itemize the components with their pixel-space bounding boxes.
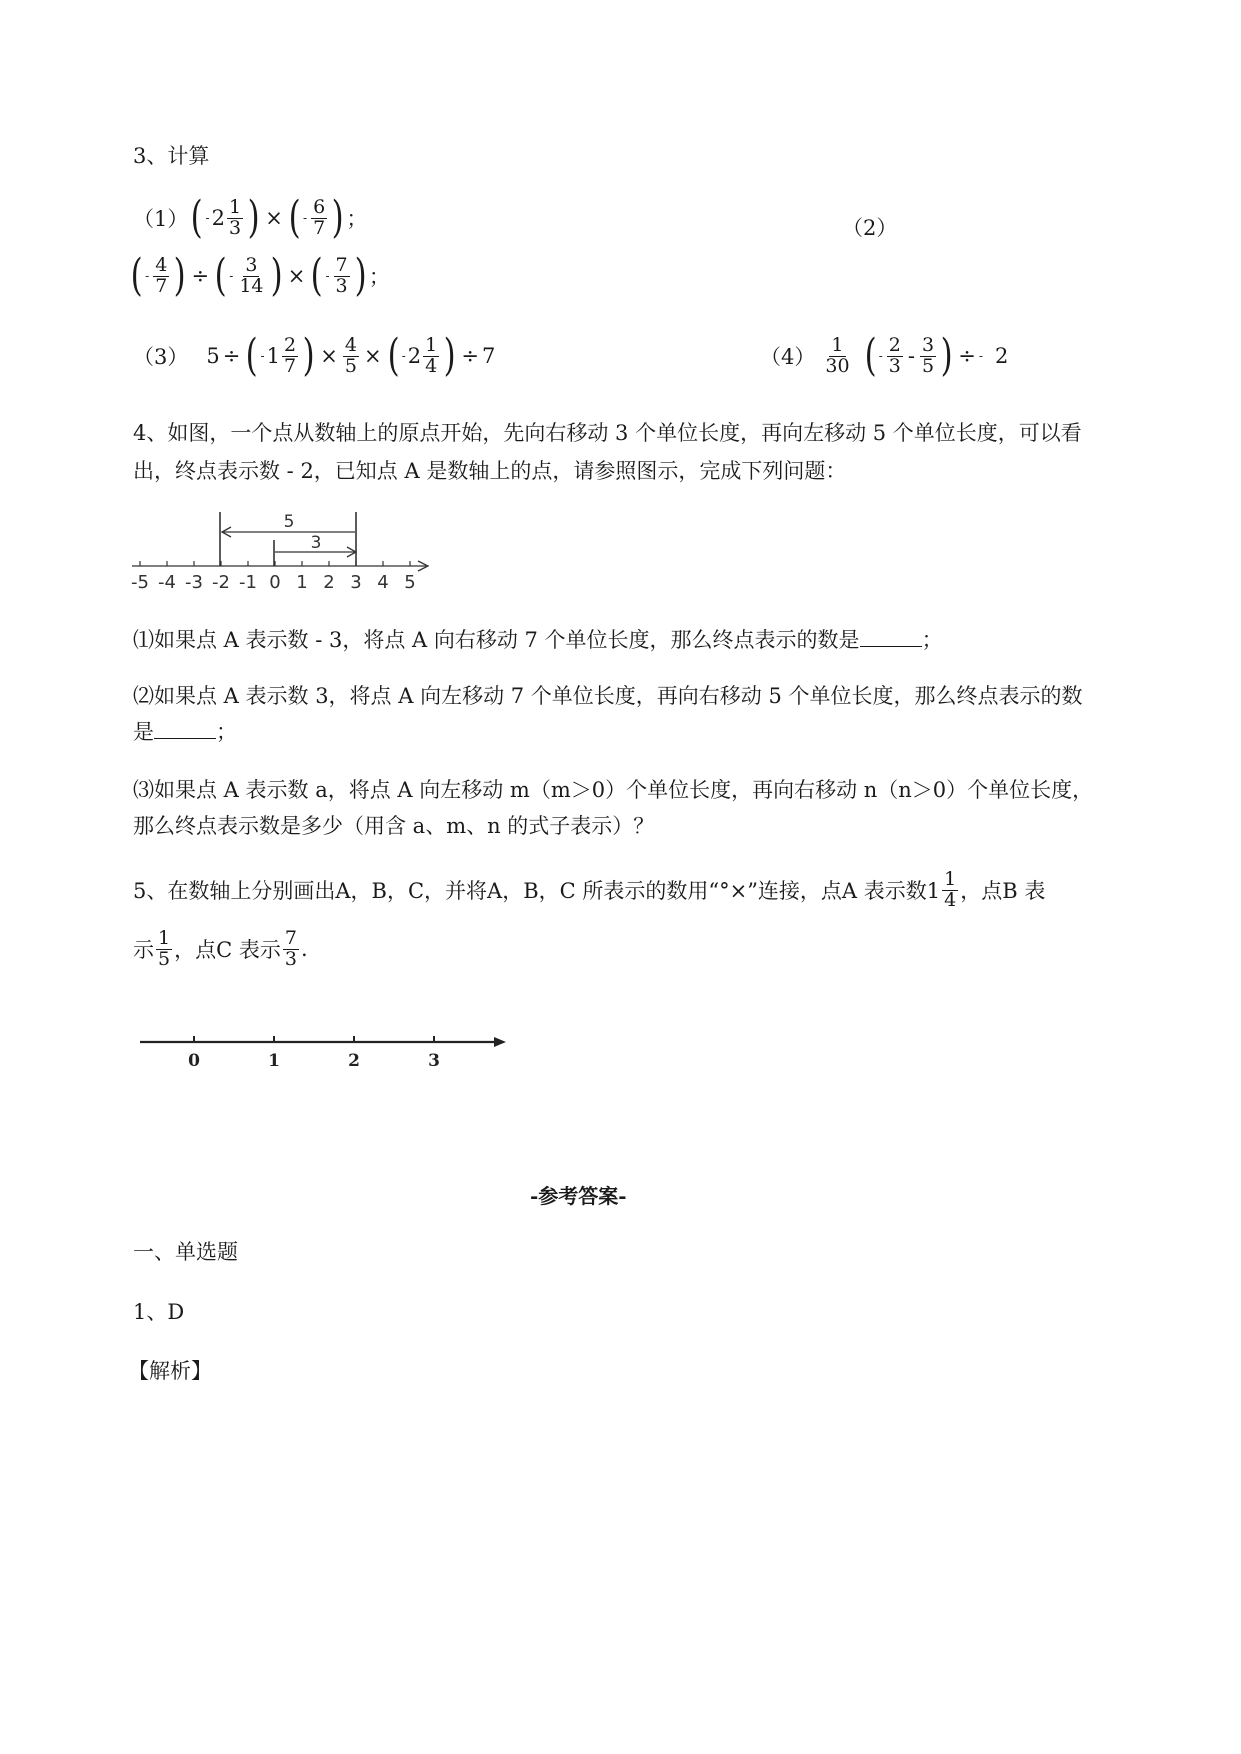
q3-part3 xyxy=(133,330,496,381)
q4-tick-label: 4 xyxy=(377,572,389,593)
left-paren: ( xyxy=(288,192,301,243)
left-paren: ( xyxy=(214,250,227,301)
q3-p1-a-frac: $\frac{1}{3}$ xyxy=(228,195,242,239)
left-paren: ( xyxy=(130,250,143,301)
q4-tick-label: 1 xyxy=(296,572,308,593)
q3-part4 xyxy=(760,330,1009,381)
right-paren: ) xyxy=(331,192,344,243)
divide-sign: ÷ xyxy=(191,264,210,288)
minus-sign: - xyxy=(907,344,915,368)
right-paren: ) xyxy=(302,330,315,381)
left-paren: ( xyxy=(245,330,258,381)
right-paren: ) xyxy=(247,192,260,243)
q5-tick-label: 3 xyxy=(428,1051,440,1071)
answers-item1: 1、D xyxy=(133,1300,185,1324)
q3-part1-label: （1） xyxy=(133,207,189,231)
q4-tick-label: 3 xyxy=(350,572,362,593)
q3-part3-label: （3） xyxy=(133,345,189,369)
q4-text-line1: 4、如图，一个点从数轴上的原点开始，先向右移动 3 个单位长度，再向左移动 5 个单位长度，可以看 xyxy=(133,421,1082,445)
left-paren: ( xyxy=(190,192,203,243)
q5-text-line2-start: 示 xyxy=(133,938,154,963)
right-paren: ) xyxy=(354,250,367,301)
right-paren: ) xyxy=(270,250,283,301)
q4-sub1-blank xyxy=(860,630,922,647)
q4-tick-label: -1 xyxy=(239,572,257,593)
divide-sign: ÷ xyxy=(958,344,976,368)
minus-sign: - xyxy=(401,349,406,363)
q3-part4-label: （4） xyxy=(760,345,816,369)
right-paren: ) xyxy=(173,250,186,301)
left-paren: ( xyxy=(864,330,877,381)
q3-p2-c-frac: $\frac{7}{3}$ xyxy=(335,253,348,297)
q4-sub2-line2 xyxy=(133,716,237,750)
q4-sub1-end: ； xyxy=(921,628,943,652)
q4-arrow-short-label: 3 xyxy=(310,533,322,553)
minus-sign: - xyxy=(229,269,234,283)
q4-sub2-line1: ⑵如果点 A 表示数 3，将点 A 向左移动 7 个单位长度，再向右移动 5 个单位长度，那么终点表示的数 xyxy=(133,684,1083,708)
q5-b-frac: $\frac{1}{5}$ xyxy=(158,927,171,970)
q3-part1-end: ； xyxy=(346,207,368,231)
q4-sub1-text: ⑴如果点 A 表示数 - 3，将点 A 向右移动 7 个单位长度，那么终点表示的数是 xyxy=(133,628,860,652)
divide-sign: ÷ xyxy=(461,344,480,368)
q4-tick-label: -3 xyxy=(185,572,203,593)
q4-tick-label: 2 xyxy=(323,572,335,593)
q4-sub1 xyxy=(133,624,943,658)
q4-tick-label: -4 xyxy=(158,572,176,593)
q4-sub2-blank xyxy=(154,722,216,739)
minus-sign: - xyxy=(205,211,210,225)
q5-c-frac: $\frac{7}{3}$ xyxy=(284,927,297,970)
q3-p4-c-frac: $\frac{3}{5}$ xyxy=(922,333,935,377)
minus-sign: - xyxy=(260,349,265,363)
q3-part1 xyxy=(133,192,368,243)
q4-sub2-text: 是 xyxy=(133,720,154,744)
q3-p3-tail: 7 xyxy=(482,344,496,368)
q5-line2 xyxy=(133,929,308,970)
left-paren: ( xyxy=(387,330,400,381)
times-sign: × xyxy=(363,344,382,368)
q3-p3-b-int: 2 xyxy=(407,344,422,368)
q3-part2 xyxy=(128,250,390,301)
answers-analysis: 【解析】 xyxy=(128,1359,212,1383)
q3-heading: 3、计算 xyxy=(133,144,210,168)
q5-text-line1: 5、在数轴上分别画出A，B，C，并将A，B，C 所表示的数用“°×”连接，点A 表示数1 xyxy=(133,879,941,904)
q4-text-line2: 出，终点表示数 - 2，已知点 A 是数轴上的点，请参照图示，完成下列问题： xyxy=(133,459,847,483)
q3-part2-label: （2） xyxy=(842,216,898,240)
q4-tick-label: 0 xyxy=(269,572,281,593)
q4-tick-label: 5 xyxy=(404,572,416,593)
q3-p3-a-frac: $\frac{2}{7}$ xyxy=(283,333,297,377)
q5-text-line1-end: ，点B 表 xyxy=(960,879,1046,904)
minus-sign: - xyxy=(303,211,308,225)
q3-p3-m-frac: $\frac{4}{5}$ xyxy=(344,333,357,377)
right-paren: ) xyxy=(940,330,953,381)
minus-sign: - xyxy=(878,349,883,363)
minus-sign: - xyxy=(145,269,150,283)
minus-sign: - xyxy=(978,349,983,363)
q5-tick-label: 0 xyxy=(188,1051,200,1071)
right-paren: ) xyxy=(443,330,456,381)
q3-p4-a-frac: $\frac{1}{30}$ xyxy=(825,333,850,377)
q5-a-frac: $\frac{1}{4}$ xyxy=(944,868,957,911)
q3-p1-a-int: 2 xyxy=(211,206,225,230)
answers-section: 一、单选题 xyxy=(133,1240,238,1264)
q3-p4-tail: 2 xyxy=(994,344,1009,368)
q5-tick-label: 2 xyxy=(348,1051,360,1071)
q5-tick-label: 1 xyxy=(268,1051,280,1071)
q3-p2-a-frac: $\frac{4}{7}$ xyxy=(155,253,168,297)
q3-p1-b-frac: $\frac{6}{7}$ xyxy=(313,195,326,239)
q5-text-line2-mid: ，点C 表示 xyxy=(174,938,281,963)
left-paren: ( xyxy=(310,250,323,301)
q3-p3-b-frac: $\frac{1}{4}$ xyxy=(425,333,438,377)
q4-sub3-line2: 那么终点表示数是多少（用含 a、m、n 的式子表示）？ xyxy=(133,814,655,838)
minus-sign: - xyxy=(325,269,330,283)
times-sign: × xyxy=(287,264,306,288)
q3-part2-end: ； xyxy=(368,265,390,289)
q4-tick-label: -2 xyxy=(212,572,230,593)
times-sign: × xyxy=(265,206,283,230)
q4-number-line-figure xyxy=(126,508,446,598)
q4-sub3-line1: ⑶如果点 A 表示数 a，将点 A 向左移动 m（m＞0）个单位长度，再向右移动 n（n＞0）个单位长度， xyxy=(133,778,1094,802)
q3-p4-b-frac: $\frac{2}{3}$ xyxy=(888,333,901,377)
q3-p3-a-int: 1 xyxy=(266,344,280,368)
q5-number-line-figure xyxy=(138,1028,510,1074)
q5-line1 xyxy=(133,870,1045,911)
q4-tick-label: -5 xyxy=(131,572,149,593)
answers-title: -参考答案- xyxy=(530,1184,627,1208)
q4-sub2-end: ； xyxy=(216,720,237,744)
times-sign: × xyxy=(320,344,338,368)
q3-p3-lead: 5 xyxy=(206,344,220,368)
q4-arrow-long-label: 5 xyxy=(283,512,295,532)
q5-text-line2-end: . xyxy=(300,937,308,962)
q3-p2-b-frac: $\frac{3}{14}$ xyxy=(239,253,264,297)
divide-sign: ÷ xyxy=(222,344,241,368)
